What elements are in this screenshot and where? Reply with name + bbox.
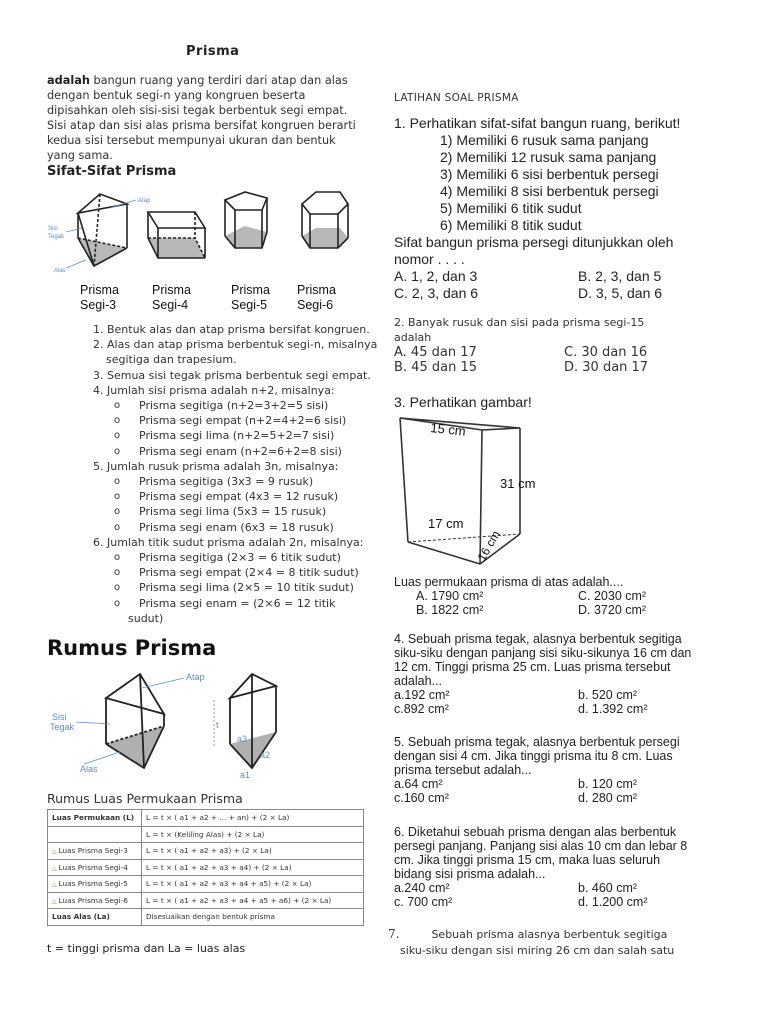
q5-option-d: d. 280 cm² — [578, 791, 638, 805]
list-item: 4) Memiliki 8 sisi berbentuk persegi — [440, 183, 659, 199]
table-label-cell: △ Luas Prisma Segi-4 — [48, 859, 142, 876]
table-row — [48, 859, 364, 876]
property-4: 4. Jumlah sisi prisma adalah n+2, misalnya: — [93, 383, 335, 397]
caption-segi4-l1: Prisma — [152, 283, 191, 297]
question-3-answers — [394, 575, 724, 617]
bullet-icon: o — [114, 597, 121, 609]
q1-question-l2: nomor . . . . — [394, 251, 465, 267]
q1-question-l1: Sifat bangun prisma persegi ditunjukkan oleh — [394, 234, 674, 250]
question-1 — [394, 115, 724, 302]
property-2: 2. Alas dan atap prisma berbentuk segi-n, misalnya — [93, 338, 378, 352]
question-6: 6. Diketahui sebuah prisma dengan alas berbentuk persegi panjang. Panjang sisi alas 10 cm dan lebar 8 cm. Jika tinggi prisma 15 cm, maka luas seluruh bidang sisi prisma adalah... a.240 cm² b. 460 cm² c. 700 cm² d. 1.200 cm² — [394, 825, 688, 909]
q5-option-a: a.64 cm² — [394, 777, 443, 791]
fig2-tegak-label: Tegak — [50, 722, 75, 732]
rumus-heading: Rumus Prisma — [47, 636, 217, 660]
triangle-icon: △ — [52, 897, 57, 905]
caption-segi5-l1: Prisma — [231, 283, 270, 297]
q7-line-1: Sebuah prisma alasnya berbentuk segitiga — [431, 928, 668, 941]
prism-types-figure — [40, 186, 370, 314]
property-1: 1. Bentuk alas dan atap prisma bersifat kongruen. — [93, 323, 370, 336]
q3-depth-label: 16 cm — [474, 528, 503, 564]
q6-option-c: c. 700 cm² — [394, 895, 453, 909]
fig2-t-label: t — [216, 720, 219, 730]
list-item: o Prisma segitiga (2×3 = 6 titik sudut) — [114, 551, 341, 565]
bullet-icon: o — [114, 415, 121, 427]
table-row — [48, 909, 364, 926]
question-7 — [388, 926, 728, 959]
table-label-cell: △ Luas Prisma Segi-3 — [48, 843, 142, 860]
caption-segi4-l2: Segi-4 — [152, 298, 189, 312]
formula-table — [47, 809, 364, 926]
bullet-icon: o — [114, 582, 121, 594]
list-item: o Prisma segi enam (6x3 = 18 rusuk) — [114, 520, 334, 534]
prism-segi6-shape — [302, 192, 348, 248]
question-5: 5. Sebuah prisma tegak, alasnya berbentuk persegi dengan sisi 4 cm. Jika tinggi prisma itu 8 cm. Luas prisma tersebut adalah... a.64 cm² b. 120 cm² c.160 cm² d. 280 cm² — [394, 735, 680, 805]
bullet-icon: o — [114, 476, 121, 488]
bullet-icon: o — [114, 521, 121, 533]
list-item: 6) Memiliki 8 titik sudut — [440, 217, 582, 233]
table-label-cell: Luas Permukaan (L) — [48, 810, 142, 827]
table-label-cell — [48, 826, 142, 843]
q3-question: Luas permukaan prisma di atas adalah.... — [394, 575, 624, 589]
table-row — [48, 876, 364, 893]
q2-option-b: B. 45 dan 15 — [394, 360, 477, 375]
property-6: 6. Jumlah titik sudut prisma adalah 2n, misalnya: — [93, 535, 364, 549]
prism-segi5-shape — [225, 192, 267, 248]
bullet-icon: o — [114, 552, 121, 564]
bullet-icon: o — [114, 506, 121, 518]
q3-top-label: 15 cm — [429, 420, 467, 439]
bullet-icon: o — [114, 445, 121, 457]
triangle-icon: △ — [52, 881, 57, 889]
list-item: o Prisma segi lima (n+2=5+2=7 sisi) — [114, 429, 335, 443]
fig1-atap-label: Atap — [138, 198, 151, 204]
triangle-icon: △ — [52, 848, 57, 856]
list-item: 2) Memiliki 12 rusuk sama panjang — [440, 149, 657, 165]
q2-stem: 2. Banyak rusuk dan sisi pada prisma segi-15 — [394, 316, 645, 329]
luas-permukaan-title: Rumus Luas Permukaan Prisma — [47, 791, 243, 806]
fig2-sisi-label: Sisi — [52, 712, 67, 722]
fig1-sisi-label: Sisi — [48, 226, 58, 232]
table-row — [48, 810, 364, 827]
list-item: o Prisma segitiga (3x3 = 9 rusuk) — [114, 475, 314, 489]
q4-option-d: d. 1.392 cm² — [578, 702, 648, 716]
caption-segi6-l2: Segi-6 — [297, 298, 334, 312]
bullet-icon: o — [114, 491, 121, 503]
q6-option-a: a.240 cm² — [394, 881, 450, 895]
q2-stem-2: adalah — [394, 331, 432, 344]
caption-segi6-l1: Prisma — [297, 283, 336, 297]
list-item: o Prisma segi enam (n+2=6+2=8 sisi) — [114, 444, 342, 458]
q5-option-c: c.160 cm² — [394, 791, 449, 805]
q3-option-c: C. 2030 cm² — [578, 589, 647, 603]
fig2-a3-label: a3 — [237, 734, 248, 744]
q7-number: 7. — [388, 927, 400, 941]
property-5: 5. Jumlah rusuk prisma adalah 3n, misalnya: — [93, 459, 339, 473]
q3-base-label: 17 cm — [428, 516, 464, 531]
prism-segi4-shape — [148, 212, 205, 258]
caption-segi3-l1: Prisma — [80, 283, 119, 297]
q2-option-c: C. 30 dan 16 — [564, 345, 648, 360]
bullet-icon: o — [114, 430, 121, 442]
table-formula-cell: L = t × (Keliling Alas) + (2 × La) — [142, 826, 364, 843]
fig1-tegak-label: Tegak — [48, 234, 65, 240]
q1-option-b: B. 2, 3, dan 5 — [578, 268, 662, 284]
list-item: o Prisma segitiga (n+2=3+2=5 sisi) — [114, 399, 329, 413]
caption-segi5-l2: Segi-5 — [231, 298, 268, 312]
fig2-a2-label: a2 — [260, 750, 271, 760]
q3-height-label: 31 cm — [500, 476, 536, 491]
q2-option-a: A. 45 dan 17 — [394, 345, 477, 360]
intro-text: bangun ruang yang terdiri dari atap dan alas dengan bentuk segi-n yang kongruen beserta dipisahkan oleh sisi-sisi tegak berbentuk segi empat. Sisi atap dan sisi alas prisma bersifat kongruen berarti kedua sisi tersebut mempunyai ukuran dan bentuk yang sama. — [47, 74, 356, 162]
table-label-cell: Luas Alas (La) — [48, 909, 142, 926]
list-item-cont: sudut) — [128, 611, 164, 625]
list-item: o Prisma segi empat (2×4 = 8 titik sudut) — [114, 566, 359, 580]
list-item: o Prisma segi lima (2×5 = 10 titik sudut) — [114, 581, 354, 595]
fig2-alas-label: Alas — [80, 764, 98, 774]
table-formula-cell: L = t × ( a1 + a2 + a3 + a4 + a5 + a6) + (2 × La) — [142, 892, 364, 909]
intro-paragraph — [47, 73, 367, 163]
list-item: o Prisma segi enam = (2×6 = 12 titik — [114, 596, 336, 610]
q1-option-a: A. 1, 2, dan 3 — [394, 268, 478, 284]
bullet-icon: o — [114, 400, 121, 412]
fig2-atap-label: Atap — [186, 672, 205, 682]
caption-segi3-l2: Segi-3 — [80, 298, 117, 312]
question-2 — [394, 315, 724, 375]
q6-option-d: d. 1.200 cm² — [578, 895, 648, 909]
table-label-cell: △ Luas Prisma Segi-5 — [48, 876, 142, 893]
table-formula-cell: L = t × ( a1 + a2 + a3 + a4 + a5) + (2 × La) — [142, 876, 364, 893]
table-row — [48, 892, 364, 909]
triangle-icon: △ — [52, 864, 57, 872]
properties-list — [80, 322, 380, 626]
list-item: o Prisma segi lima (5x3 = 15 rusuk) — [114, 505, 327, 519]
q1-option-d: D. 3, 5, dan 6 — [578, 285, 663, 301]
q2-option-d: D. 30 dan 17 — [564, 360, 649, 375]
property-2-cont: segitiga dan trapesium. — [106, 353, 237, 367]
list-item: 3) Memiliki 6 sisi berbentuk persegi — [440, 166, 659, 182]
q7-line-2: siku-siku dengan sisi miring 26 cm dan salah satu — [400, 944, 675, 957]
q3-option-a: A. 1790 cm² — [416, 589, 484, 603]
q4-option-b: b. 520 cm² — [578, 688, 638, 702]
q1-option-c: C. 2, 3, dan 6 — [394, 285, 479, 301]
latihan-heading: LATIHAN SOAL PRISMA — [394, 92, 519, 104]
q3-prism-figure — [396, 414, 556, 570]
table-formula-cell: L = t × ( a1 + a2 + a3) + (2 × La) — [142, 843, 364, 860]
footnote: t = tinggi prisma dan La = luas alas — [47, 942, 246, 955]
doc-title: Prisma — [186, 44, 240, 59]
table-formula-cell: L = t × ( a1 + a2 + ... + an) + (2 × La) — [142, 810, 364, 827]
q6-option-b: b. 460 cm² — [578, 881, 638, 895]
q3-option-b: B. 1822 cm² — [416, 603, 484, 617]
table-formula-cell: L = t × ( a1 + a2 + a3 + a4) + (2 × La) — [142, 859, 364, 876]
list-item: 1) Memiliki 6 rusuk sama panjang — [440, 132, 649, 148]
list-item: 5) Memiliki 6 titik sudut — [440, 200, 582, 216]
table-row — [48, 843, 364, 860]
fig2-a1-label: a1 — [240, 770, 251, 780]
sifat-heading: Sifat-Sifat Prisma — [47, 164, 177, 179]
q5-option-b: b. 120 cm² — [578, 777, 638, 791]
q3-stem: 3. Perhatikan gambar! — [394, 394, 532, 410]
rumus-prism-figure — [44, 664, 314, 786]
question-4: 4. Sebuah prisma tegak, alasnya berbentuk segitiga siku-siku dengan panjang sisi siku-sikunya 16 cm dan 12 cm. Tinggi prisma 25 cm. Luas prisma tersebut adalah... a.192 cm² b. 520 cm² c.892 cm² d. 1.392 cm² — [394, 632, 692, 716]
list-item: o Prisma segi empat (4x3 = 12 rusuk) — [114, 490, 339, 504]
q4-option-a: a.192 cm² — [394, 688, 450, 702]
fig1-alas-label: Alas — [54, 268, 66, 274]
intro-bold-word: adalah — [47, 74, 90, 87]
q4-option-c: c.892 cm² — [394, 702, 449, 716]
q3-option-d: D. 3720 cm² — [578, 603, 647, 617]
bullet-icon: o — [114, 567, 121, 579]
q1-stem: 1. Perhatikan sifat-sifat bangun ruang, berikut! — [394, 115, 681, 131]
table-label-cell: △ Luas Prisma Segi-6 — [48, 892, 142, 909]
table-row — [48, 826, 364, 843]
property-3: 3. Semua sisi tegak prisma berbentuk segi empat. — [93, 368, 371, 382]
table-formula-cell: Disesuaikan dengan bentuk prisma — [142, 909, 364, 926]
list-item: o Prisma segi empat (n+2=4+2=6 sisi) — [114, 414, 347, 428]
